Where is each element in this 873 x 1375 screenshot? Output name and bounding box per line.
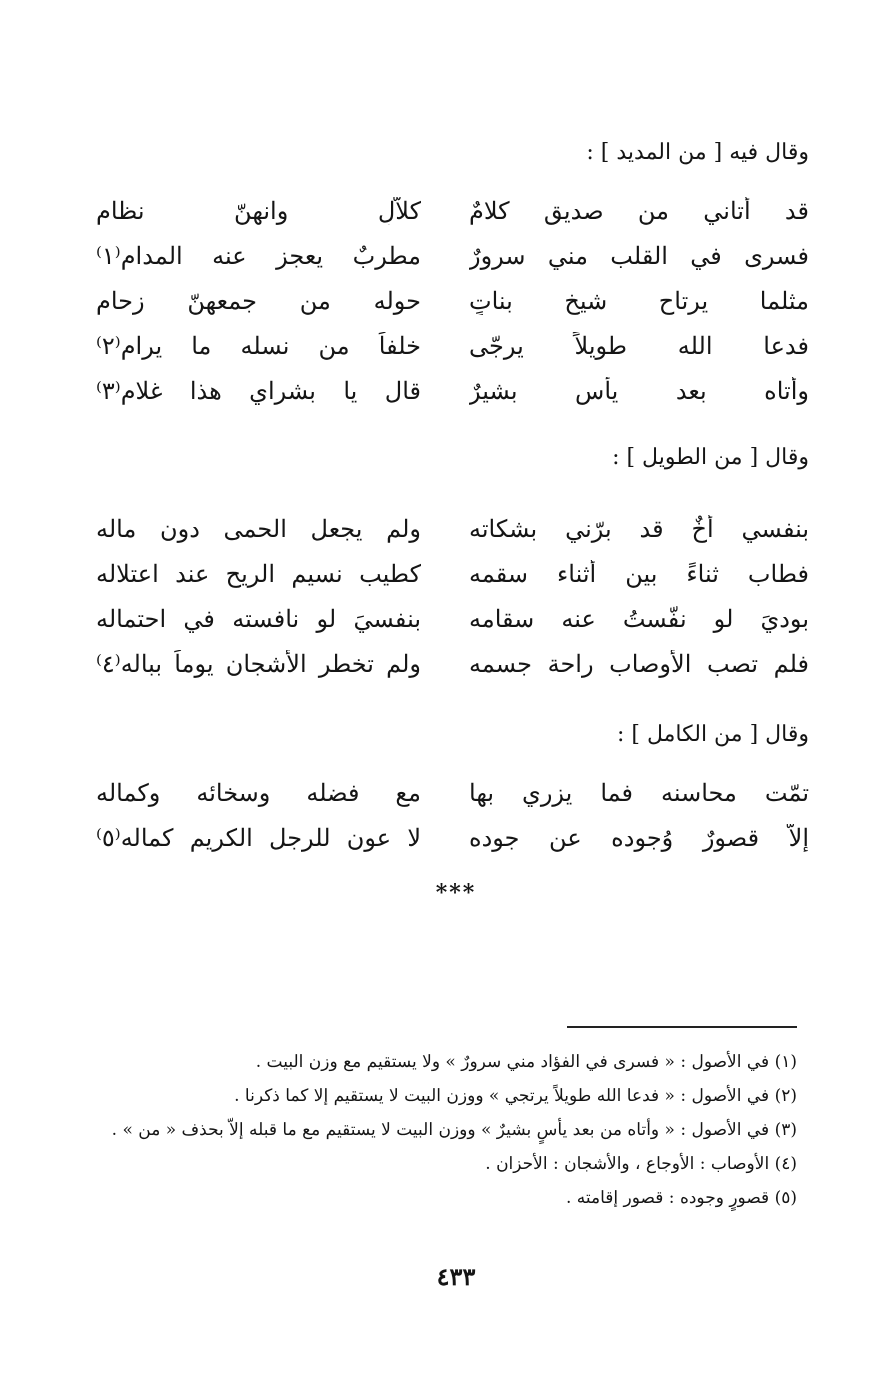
verse-first-hemistich: بوديَ لو نفّستُ عنه سقامه: [469, 604, 809, 633]
verse-first-hemistich: مثلما يرتاح شيخ بناتٍ: [469, 286, 809, 315]
verse-first-hemistich: بنفسي أخٌ قد برّني بشكاته: [469, 514, 809, 543]
verse-first-hemistich: فطاب ثناءً بين أثناء سقمه: [469, 559, 809, 588]
verse-second-hemistich: لا عون للرجل الكريم كماله⁽٥⁾: [96, 823, 421, 852]
verse-second-hemistich: ولم يجعل الحمى دون ماله: [96, 514, 421, 543]
verse-second-hemistich: بنفسيَ لو نافسته في احتماله: [96, 604, 421, 633]
footnote-separator: [567, 1026, 797, 1028]
book-page: [96, 0, 809, 1375]
section-heading-tawil: وقال [ من الطويل ] :: [612, 445, 809, 470]
verse-second-hemistich: خلفاً من نسله ما يرام⁽٢⁾: [96, 331, 421, 360]
verse-second-hemistich: مطربٌ يعجز عنه المدام⁽١⁾: [96, 241, 421, 270]
verse-second-hemistich: كطيب نسيم الريح عند اعتلاله: [96, 559, 421, 588]
verse-row: [96, 278, 809, 323]
verse-row: [96, 233, 809, 278]
verse-row: [96, 596, 809, 641]
footnote-1: (١) في الأصول : « فسرى في الفؤاد مني سرورٌ » ولا يستقيم مع وزن البيت .: [255, 1052, 797, 1072]
section-end-ornament: ***: [435, 880, 477, 906]
poem-tawil: [96, 506, 809, 686]
page-number: ٤٣٣: [436, 1262, 476, 1291]
verse-row: [96, 641, 809, 686]
verse-row: [96, 323, 809, 368]
footnote-3: (٣) في الأصول : « وأتاه من بعد يأسٍ بشيرٌ » ووزن البيت لا يستقيم مع ما قبله إلاّ بحذف « من » .: [111, 1120, 797, 1140]
verse-row: [96, 506, 809, 551]
verse-first-hemistich: قد أتاني من صديق كلامٌ: [469, 196, 809, 225]
poem-madid: [96, 188, 809, 413]
verse-first-hemistich: وأتاه بعد يأسٍ بشيرٌ: [469, 376, 809, 405]
verse-second-hemistich: كلاّلٍ وانهنّ نظام: [96, 196, 421, 225]
verse-row: [96, 188, 809, 233]
verse-row: [96, 815, 809, 860]
section-heading-kamil: وقال [ من الكامل ] :: [616, 722, 809, 747]
verse-first-hemistich: فسرى في القلب مني سرورٌ: [469, 241, 809, 270]
verse-first-hemistich: إلاّ قصورٌ وُجوده عن جوده: [469, 823, 809, 852]
verse-second-hemistich: قال يا بشراي هذا غلام⁽٣⁾: [96, 376, 421, 405]
verse-second-hemistich: ولم تخطر الأشجان يوماً بباله⁽٤⁾: [96, 649, 421, 678]
verse-row: [96, 368, 809, 413]
footnote-5: (٥) قصورٍ وجوده : قصور إقامته .: [565, 1188, 797, 1208]
footnotes: [97, 1045, 797, 1215]
verse-row: [96, 551, 809, 596]
verse-second-hemistich: حوله من جمعهنّ زحام: [96, 286, 421, 315]
verse-first-hemistich: فدعا الله طويلاً يرجّى: [469, 331, 809, 360]
section-heading-madid: وقال فيه [ من المديد ] :: [586, 140, 809, 165]
footnote-4: (٤) الأوصاب : الأوجاع ، والأشجان : الأحزان .: [485, 1154, 797, 1174]
verse-first-hemistich: فلم تصب الأوصاب راحة جسمه: [469, 649, 809, 678]
verse-first-hemistich: تمّت محاسنه فما يزري بها: [469, 778, 809, 807]
poem-kamil: [96, 770, 809, 860]
verse-row: [96, 770, 809, 815]
verse-second-hemistich: مع فضله وسخائه وكماله: [96, 778, 421, 807]
footnote-2: (٢) في الأصول : « فدعا الله طويلاً يرتجي » ووزن البيت لا يستقيم إلا كما ذكرنا .: [234, 1086, 797, 1106]
